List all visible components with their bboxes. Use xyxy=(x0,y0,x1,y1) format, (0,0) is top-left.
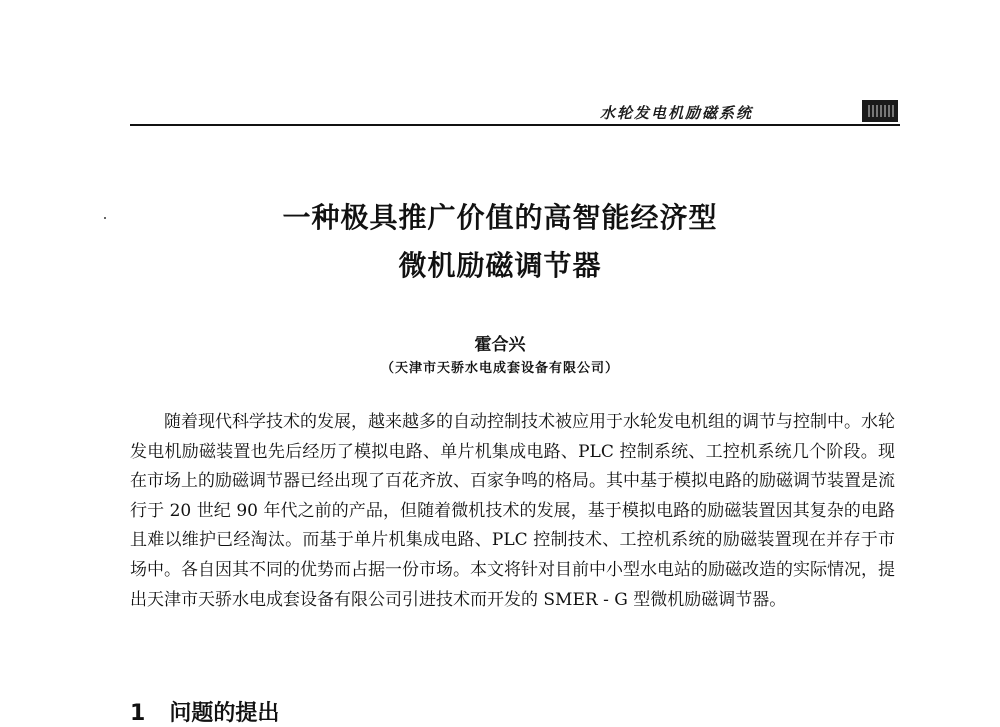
section-number: 1 xyxy=(130,701,146,726)
title-line-1: 一种极具推广价值的高智能经济型 xyxy=(282,201,718,234)
journal-logo-icon xyxy=(862,100,898,122)
header-rule xyxy=(130,124,900,126)
body-paragraph: 随着现代科学技术的发展，越来越多的自动控制技术被应用于水轮发电机组的调节与控制中。水轮发电机励磁装置也先后经历了模拟电路、单片机集成电路、PLC 控制系统、工控机系统几个阶段。现在市场上的励磁调节器已经出现了百花齐放、百家争鸣的格局。其中基于模拟电路的励磁调节装置是流行于 20 世纪 90 年代之前的产品，但随着微机技术的发展，基于模拟电路的励磁装置因其复杂的电路且难以维护已经淘汰。而基于单片机集成电路、PLC 控制技术、工控机系统的励磁装置现在并存于市场中。各自因其不同的优势而占据一份市场。本文将针对目前中小型水电站的励磁改造的实际情况，提出天津市天骄水电成套设备有限公司引进技术而开发的 SMER - G 型微机励磁调节器。 xyxy=(130,412,895,610)
author-affiliation: （天津市天骄水电成套设备有限公司） xyxy=(380,361,619,376)
title-line-2: 微机励磁调节器 xyxy=(398,249,602,282)
section-title: 问题的提出 xyxy=(169,701,280,726)
journal-section-title: 水轮发电机励磁系统 xyxy=(600,104,754,122)
author-name: 霍合兴 xyxy=(474,335,526,355)
section-heading xyxy=(130,696,279,727)
